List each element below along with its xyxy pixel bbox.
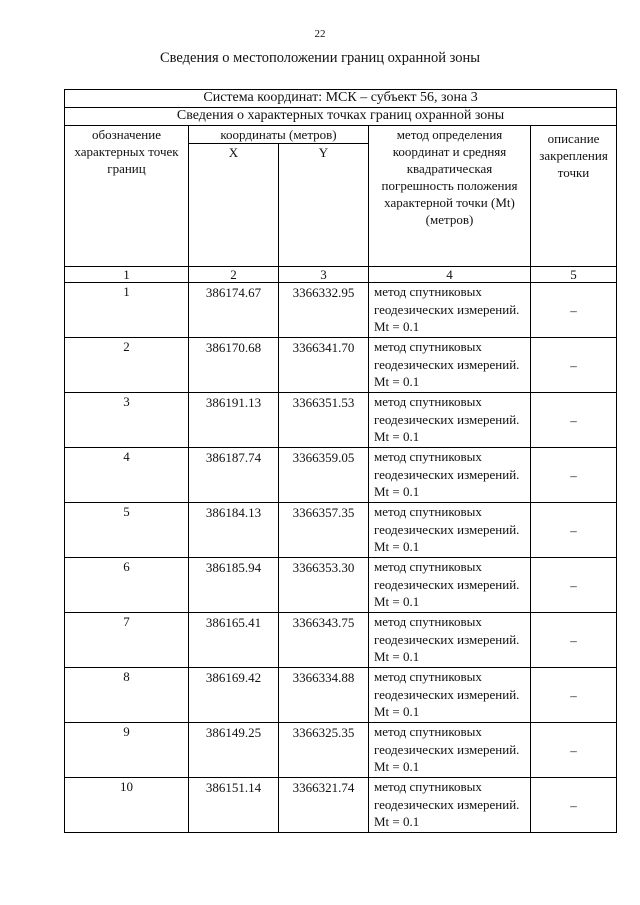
column-numbers-row bbox=[65, 267, 617, 283]
fixing-description: – bbox=[531, 448, 617, 503]
coord-y: 3366359.05 bbox=[279, 448, 369, 503]
fixing-description: – bbox=[531, 558, 617, 613]
point-label: 6 bbox=[65, 558, 189, 613]
coord-y: 3366334.88 bbox=[279, 668, 369, 723]
column-number: 3 bbox=[279, 267, 369, 283]
point-label: 10 bbox=[65, 778, 189, 833]
point-label: 1 bbox=[65, 283, 189, 338]
point-label: 3 bbox=[65, 393, 189, 448]
header-y: Y bbox=[279, 144, 369, 267]
method-text: метод спутниковых геодезических измерений. Мt = 0.1 bbox=[369, 393, 531, 448]
point-label: 7 bbox=[65, 613, 189, 668]
method-text: метод спутниковых геодезических измерений. Мt = 0.1 bbox=[369, 778, 531, 833]
coord-x: 386169.42 bbox=[189, 668, 279, 723]
table-row bbox=[65, 668, 617, 723]
coord-y: 3366332.95 bbox=[279, 283, 369, 338]
column-number: 5 bbox=[531, 267, 617, 283]
coord-x: 386165.41 bbox=[189, 613, 279, 668]
table-row bbox=[65, 283, 617, 338]
method-text: метод спутниковых геодезических измерений. Мt = 0.1 bbox=[369, 558, 531, 613]
point-label: 5 bbox=[65, 503, 189, 558]
coord-x: 386191.13 bbox=[189, 393, 279, 448]
coord-y: 3366341.70 bbox=[279, 338, 369, 393]
table-row bbox=[65, 503, 617, 558]
column-number: 1 bbox=[65, 267, 189, 283]
point-label: 9 bbox=[65, 723, 189, 778]
page-number: 22 bbox=[314, 28, 326, 40]
coord-x: 386185.94 bbox=[189, 558, 279, 613]
method-text: метод спутниковых геодезических измерений. Мt = 0.1 bbox=[369, 503, 531, 558]
coord-y: 3366353.30 bbox=[279, 558, 369, 613]
fixing-description: – bbox=[531, 338, 617, 393]
table-row bbox=[65, 723, 617, 778]
point-label: 8 bbox=[65, 668, 189, 723]
header-description: описание закрепления точки bbox=[531, 126, 617, 267]
coord-x: 386184.13 bbox=[189, 503, 279, 558]
header-coordinates: координаты (метров) bbox=[189, 126, 369, 144]
coord-y: 3366351.53 bbox=[279, 393, 369, 448]
coord-y: 3366343.75 bbox=[279, 613, 369, 668]
table-row bbox=[65, 778, 617, 833]
coord-y: 3366321.74 bbox=[279, 778, 369, 833]
fixing-description: – bbox=[531, 668, 617, 723]
fixing-description: – bbox=[531, 503, 617, 558]
header-x: X bbox=[189, 144, 279, 267]
method-text: метод спутниковых геодезических измерений. Мt = 0.1 bbox=[369, 338, 531, 393]
coord-x: 386151.14 bbox=[189, 778, 279, 833]
table-row bbox=[65, 338, 617, 393]
fixing-description: – bbox=[531, 723, 617, 778]
section-title: Сведения о характерных точках границ охранной зоны bbox=[65, 108, 617, 126]
coordinate-system-row bbox=[65, 90, 617, 108]
method-text: метод спутниковых геодезических измерений. Мt = 0.1 bbox=[369, 668, 531, 723]
table-row bbox=[65, 393, 617, 448]
document-title: Сведения о местоположении границ охранной зоны bbox=[159, 50, 480, 66]
coord-x: 386170.68 bbox=[189, 338, 279, 393]
fixing-description: – bbox=[531, 613, 617, 668]
table-row bbox=[65, 448, 617, 503]
point-label: 2 bbox=[65, 338, 189, 393]
column-number: 2 bbox=[189, 267, 279, 283]
fixing-description: – bbox=[531, 283, 617, 338]
point-label: 4 bbox=[65, 448, 189, 503]
method-text: метод спутниковых геодезических измерений. Мt = 0.1 bbox=[369, 448, 531, 503]
column-number: 4 bbox=[369, 267, 531, 283]
table-row bbox=[65, 613, 617, 668]
method-text: метод спутниковых геодезических измерений. Мt = 0.1 bbox=[369, 613, 531, 668]
table-row bbox=[65, 558, 617, 613]
method-text: метод спутниковых геодезических измерений. Мt = 0.1 bbox=[369, 283, 531, 338]
coord-x: 386149.25 bbox=[189, 723, 279, 778]
fixing-description: – bbox=[531, 393, 617, 448]
method-text: метод спутниковых геодезических измерений. Мt = 0.1 bbox=[369, 723, 531, 778]
header-method: метод определения координат и средняя квадратическая погрешность положения характерной точки (Мt) (метров) bbox=[369, 126, 531, 267]
header-row bbox=[65, 126, 617, 144]
coord-x: 386187.74 bbox=[189, 448, 279, 503]
fixing-description: – bbox=[531, 778, 617, 833]
coord-y: 3366357.35 bbox=[279, 503, 369, 558]
coord-x: 386174.67 bbox=[189, 283, 279, 338]
boundary-points-table bbox=[64, 89, 617, 833]
section-title-row bbox=[65, 108, 617, 126]
header-point: обозначение характерных точек границ bbox=[65, 126, 189, 267]
coordinate-system-label: Система координат: МСК – субъект 56, зона 3 bbox=[65, 90, 617, 108]
coord-y: 3366325.35 bbox=[279, 723, 369, 778]
